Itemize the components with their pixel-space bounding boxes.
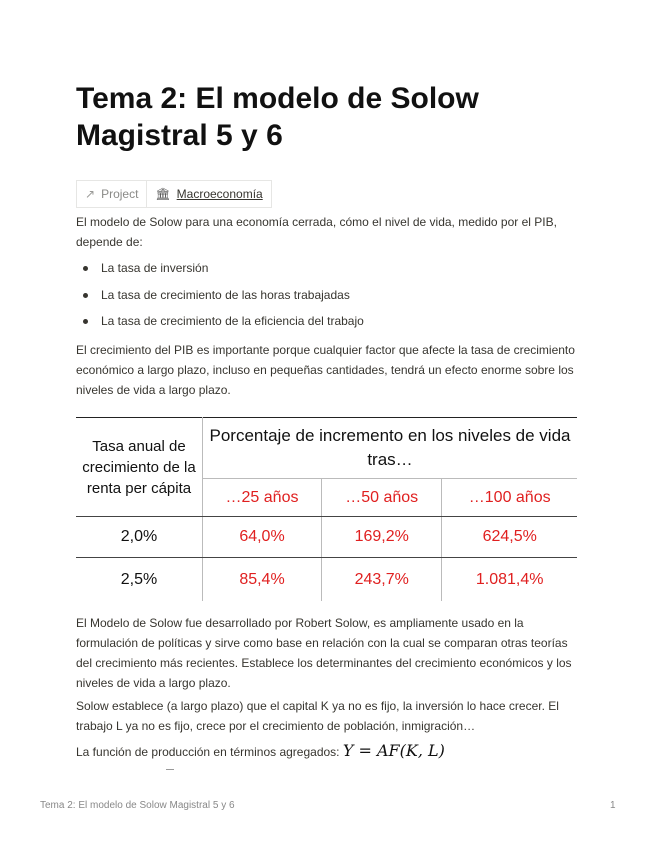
production-text: La función de producción en términos agregados:: [76, 745, 340, 759]
table-row: [76, 517, 577, 558]
table-column-header: …100 años: [442, 479, 577, 517]
table-row-header: Tasa anual de crecimiento de la renta per cápita: [76, 418, 203, 517]
bank-icon: 🏛: [155, 187, 171, 201]
growth-paragraph: El crecimiento del PIB es importante porque cualquier factor que afecte la tasa de crecimiento económico a largo plazo, incluso en pequeñas cantidades, tendrá un efecto enorme sobre los niveles de vida a largo plazo.: [76, 343, 575, 397]
cut-off-formula: [166, 769, 174, 773]
solow-paragraph: El Modelo de Solow fue desarrollado por Robert Solow, es ampliamente usado en la formulación de políticas y sirve como base en relación con la cual se comparan otras teorías del crecimiento más recientes. Establece los determinantes del crecimiento económicos y los niveles de vida a largo plazo.: [76, 616, 572, 690]
table-cell: 85,4%: [203, 558, 322, 602]
list-item: La tasa de crecimiento de la eficiencia del trabajo: [76, 311, 364, 338]
list-item: La tasa de inversión: [76, 258, 364, 285]
table-row-label: 2,0%: [76, 517, 203, 558]
production-line: [76, 741, 581, 762]
table-cell: 1.081,4%: [475, 570, 544, 588]
table-main-header: Porcentaje de incremento en los niveles de vida tras…: [203, 418, 578, 479]
table-cell: 64,0%: [203, 517, 322, 558]
list-item: La tasa de crecimiento de las horas trabajadas: [76, 285, 364, 312]
page-title: Tema 2: El modelo de Solow Magistral 5 y 6: [76, 82, 479, 152]
intro-paragraph: El modelo de Solow para una economía cerrada, cómo el nivel de vida, medido por el PIB, depende de:: [76, 215, 557, 249]
property-key: ↗ Project: [85, 187, 139, 201]
growth-table: [76, 417, 577, 601]
page-number: 1: [610, 800, 616, 811]
property-value[interactable]: [146, 181, 270, 207]
table-cell: 624,5%: [442, 517, 577, 558]
arrow-up-right-icon: ↗: [85, 187, 96, 201]
footer-title: Tema 2: El modelo de Solow Magistral 5 y 6: [40, 800, 235, 811]
table-column-header: …25 años: [203, 479, 322, 517]
table-column-header: …50 años: [322, 479, 442, 517]
capital-paragraph: Solow establece (a largo plazo) que el capital K ya no es fijo, la inversión lo hace crecer. El trabajo L ya no es fijo, crece por el crecimiento de población, inmigración…: [76, 699, 559, 733]
bullet-list: [76, 258, 364, 338]
production-formula: Y = AF(K, L): [342, 741, 445, 760]
table-row: [76, 558, 577, 602]
project-link[interactable]: Macroeconomía: [176, 187, 263, 201]
table-cell: 243,7%: [322, 558, 442, 602]
table-row-label: 2,5%: [76, 558, 203, 602]
property-bar: [76, 180, 272, 208]
table-cell: 169,2%: [322, 517, 442, 558]
